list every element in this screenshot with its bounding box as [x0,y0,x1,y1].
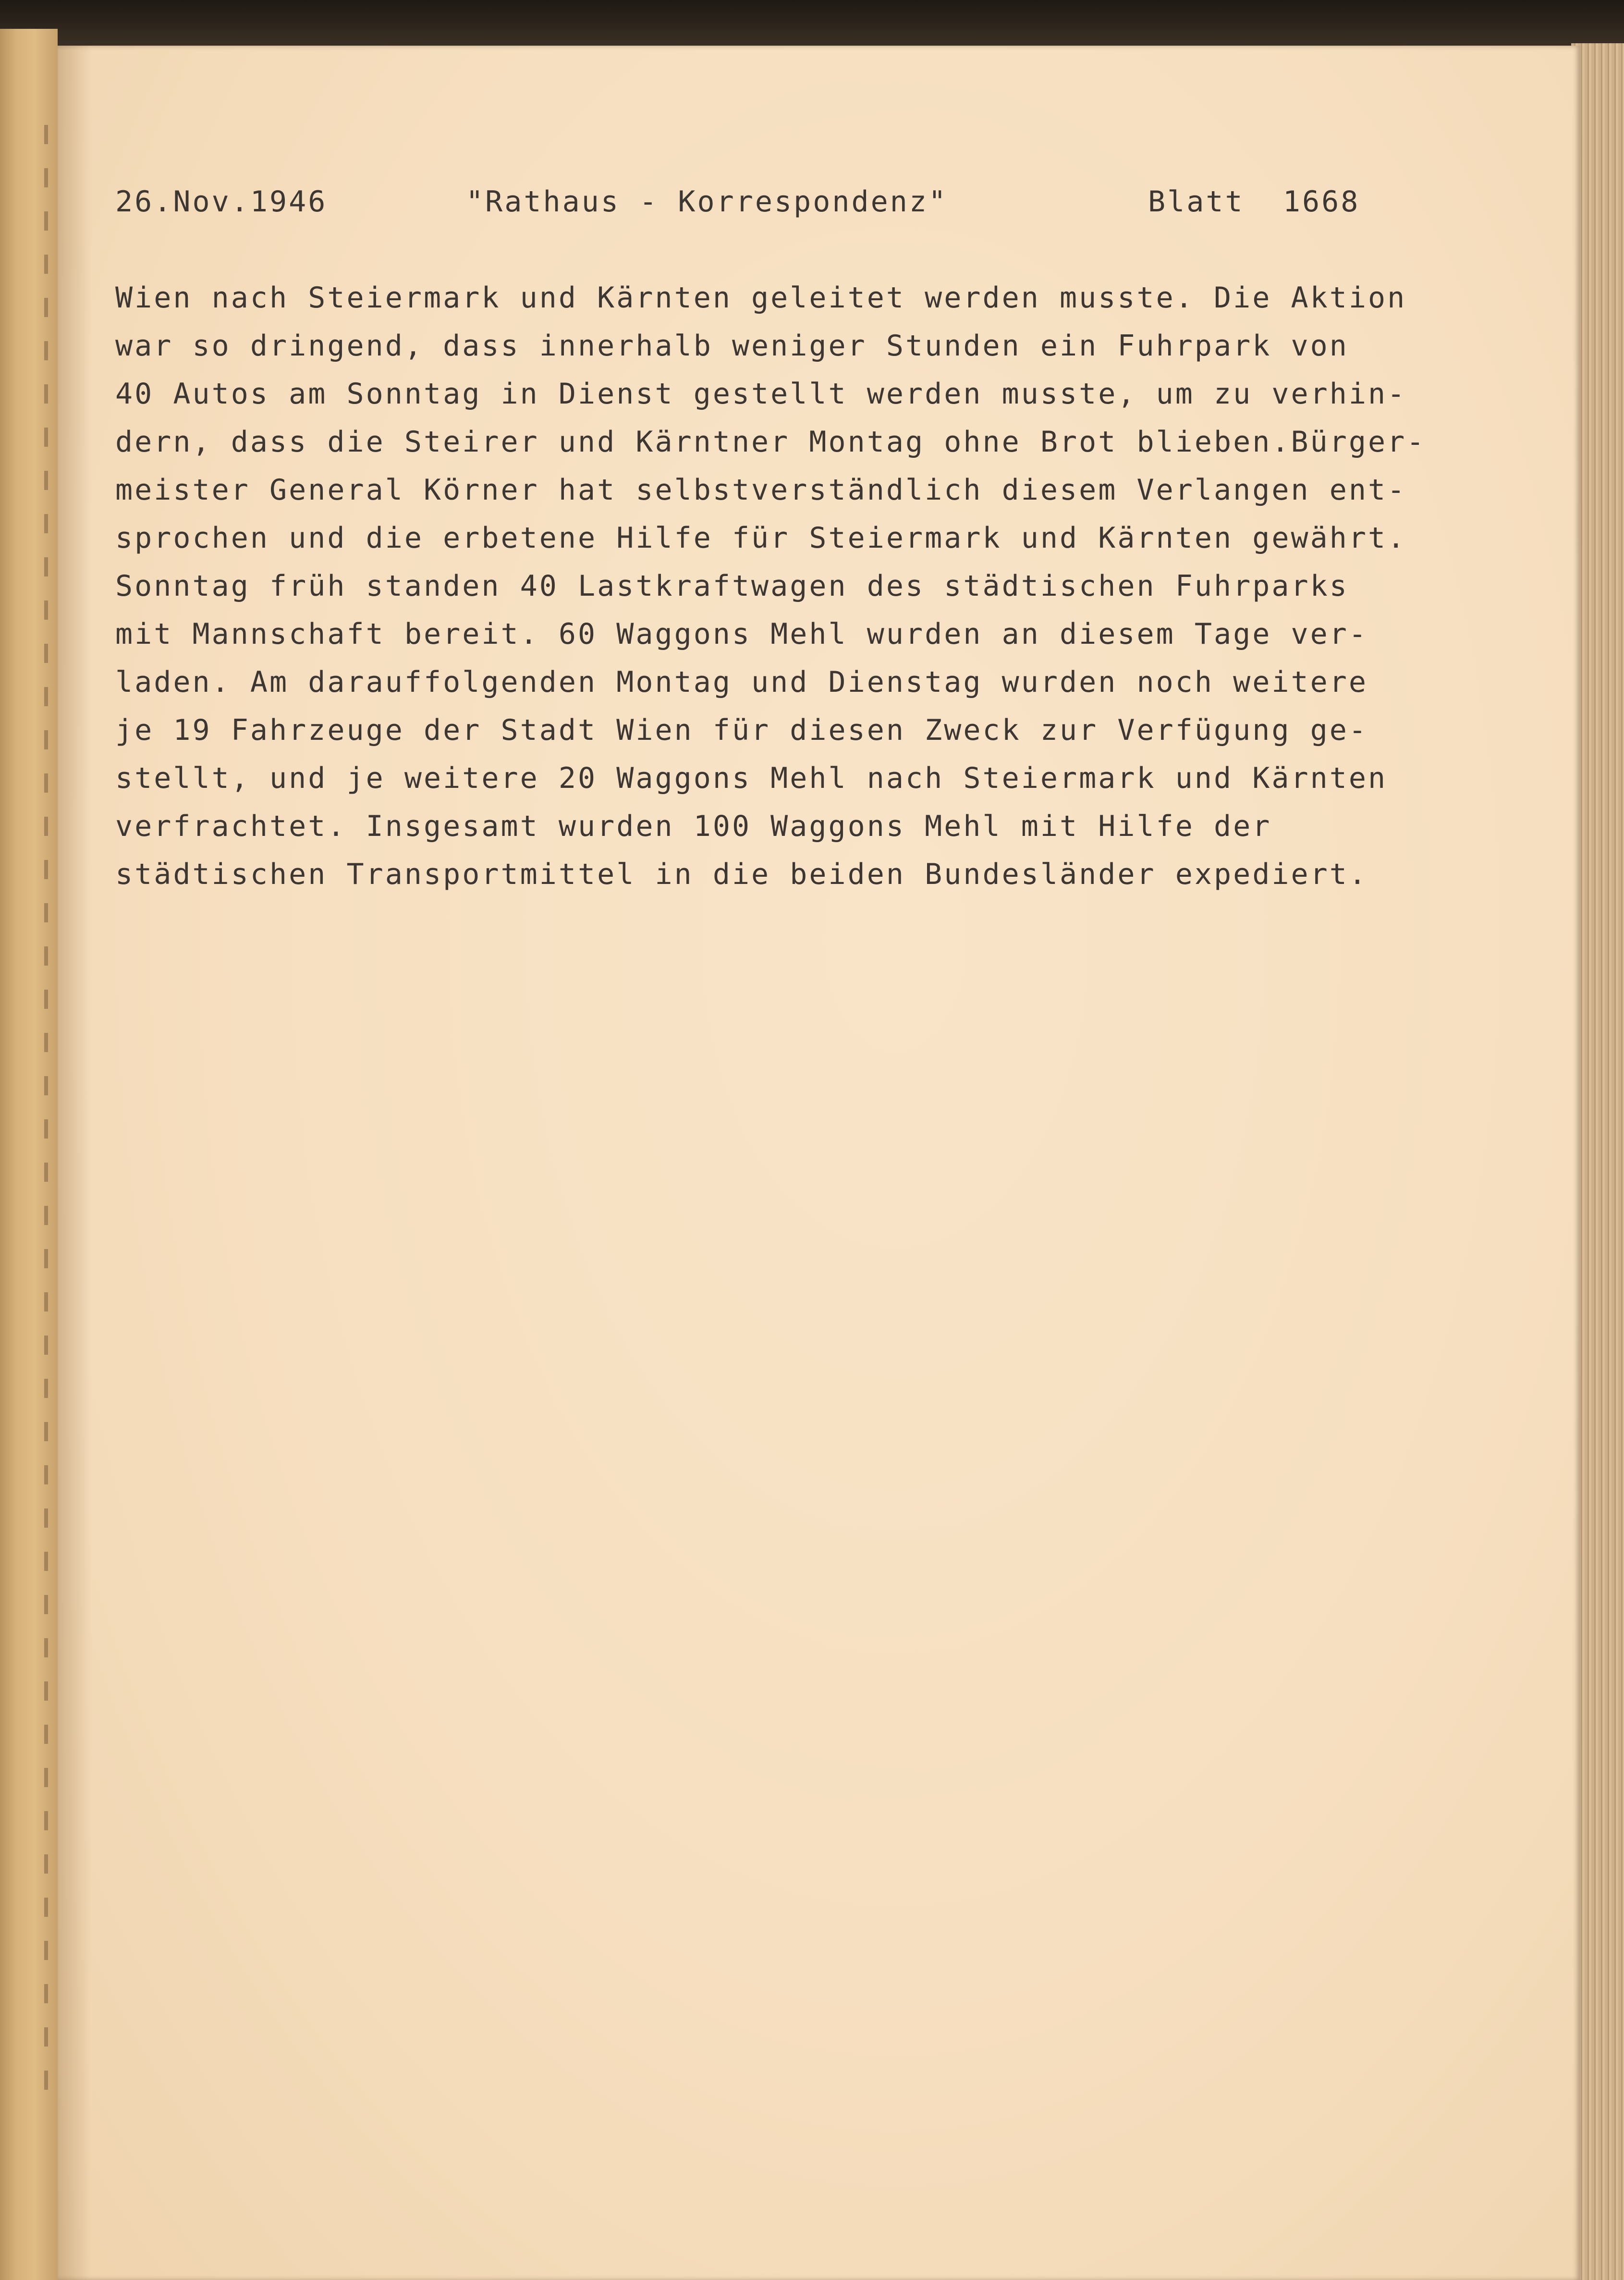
header-sheet-number: Blatt 1668 [1148,185,1360,219]
header-date: 26.Nov.1946 [115,185,328,219]
text-line: laden. Am darauffolgenden Montag und Dienstag wurden noch weitere [115,665,1368,699]
text-line: je 19 Fahrzeuge der Stadt Wien für diesen Zweck zur Verfügung ge- [115,713,1368,747]
text-line: meister General Körner hat selbstverständlich diesem Verlangen ent- [115,473,1407,507]
page-gutter-shadow [58,46,91,2280]
body-text [115,274,1489,898]
text-line: verfrachtet. Insgesamt wurden 100 Waggons Mehl mit Hilfe der [115,809,1272,843]
binding-stitching [44,125,48,2095]
text-line: war so dringend, dass innerhalb weniger Stunden ein Fuhrpark von [115,329,1349,363]
scan-backdrop [0,0,1624,46]
book-binding [0,29,58,2280]
text-line: sprochen und die erbetene Hilfe für Steiermark und Kärnten gewährt. [115,521,1407,555]
header-title: "Rathaus - Korrespondenz" [466,185,948,219]
text-line: Wien nach Steiermark und Kärnten geleitet werden musste. Die Aktion [115,281,1407,315]
text-line: stellt, und je weitere 20 Waggons Mehl nach Steiermark und Kärnten [115,761,1388,795]
text-line: Sonntag früh standen 40 Lastkraftwagen des städtischen Fuhrparks [115,569,1349,603]
text-line: städtischen Transportmittel in die beiden Bundesländer expediert. [115,858,1368,891]
text-line: 40 Autos am Sonntag in Dienst gestellt werden musste, um zu verhin- [115,377,1407,411]
text-line: mit Mannschaft bereit. 60 Waggons Mehl wurden an diesem Tage ver- [115,617,1368,651]
text-line: dern, dass die Steirer und Kärntner Montag ohne Brot blieben.Bürger- [115,425,1426,459]
